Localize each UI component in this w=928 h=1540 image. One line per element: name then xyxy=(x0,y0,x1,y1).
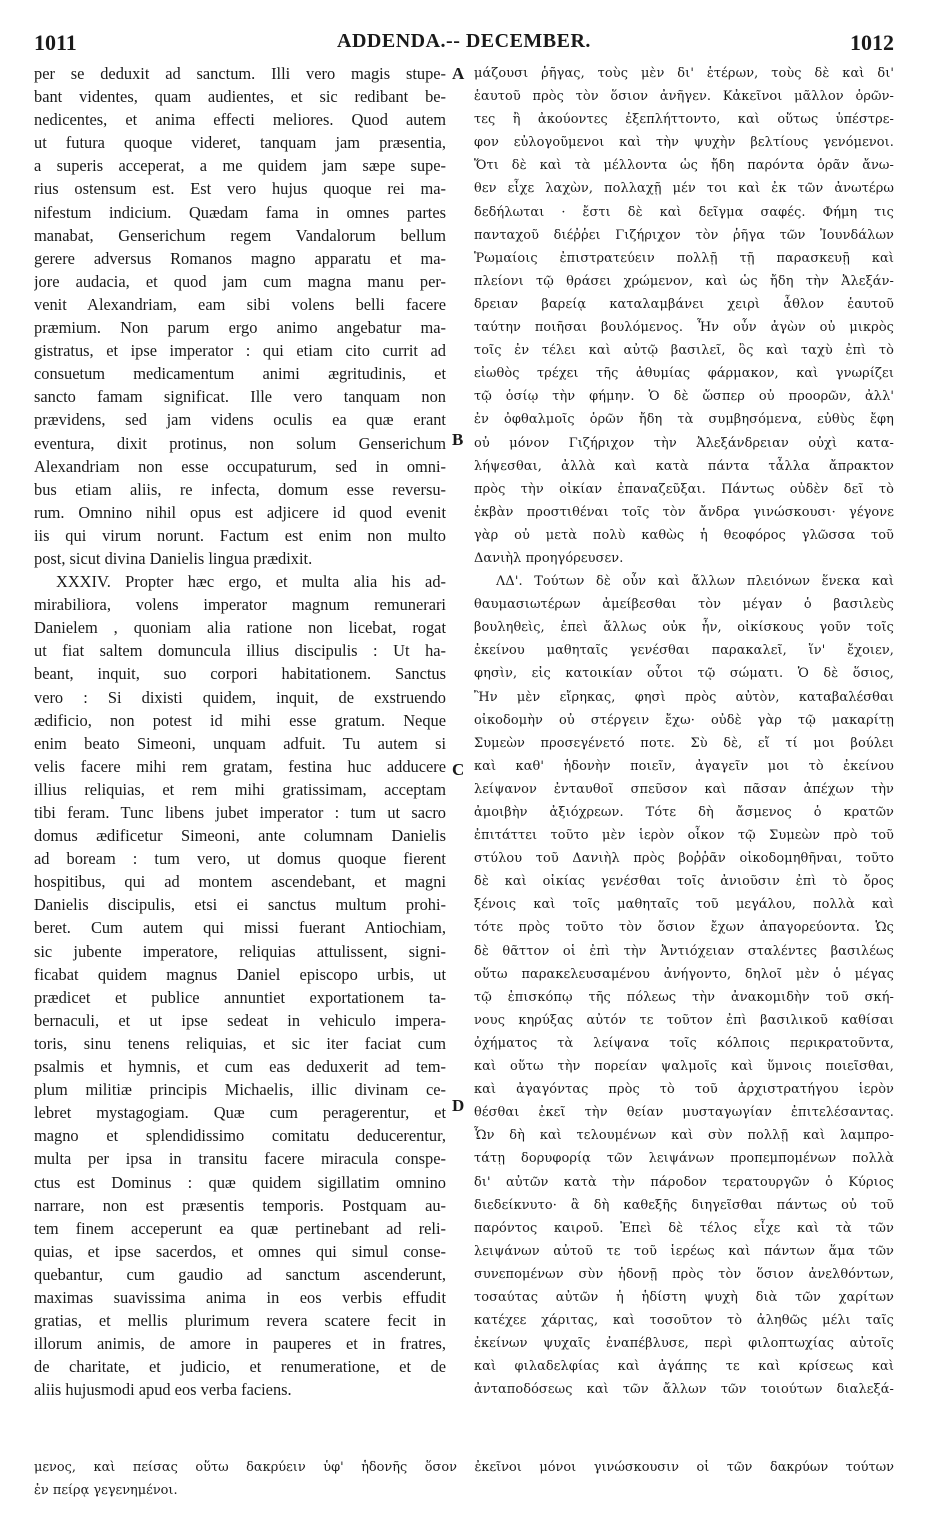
text-line: toris, sinu tenens reliquias, et sic iter faciat cum xyxy=(34,1033,446,1053)
text-line: γὰρ οὐ μετὰ πολὺ καθὼς ἡ θεοφόρος γλῶσσα τοῦ xyxy=(474,527,894,543)
greek-column xyxy=(474,62,894,1401)
text-line: narrare, non est præsentis temporis. Postquam au- xyxy=(34,1195,446,1215)
margin-marker-b: B xyxy=(452,430,464,449)
text-line: παρόντος καιροῦ. Ἐπεὶ δὲ τέλος εἶχε καὶ τὰ τῶν xyxy=(474,1220,894,1236)
text-line: plum militiæ principis Michaelis, illic divinam ce- xyxy=(34,1080,446,1100)
text-line: multa per ipsa in transitu facere miracula conspe- xyxy=(34,1149,446,1169)
text-line: velis facere mihi rem gratam, festina huc adducere xyxy=(34,756,446,776)
text-line: mirabiliora, volens imperator magnum remunerari xyxy=(34,595,446,615)
text-line: quias, et ipse sacerdos, et omnes qui simul conse- xyxy=(34,1241,446,1261)
text-line: καὶ καθ' ἡδονὴν ποιεῖν, ἀγαγεῖν μοι τὸ ἐκείνου xyxy=(474,758,894,774)
text-line: στύλου τοῦ Δανιὴλ πρὸς βοῤῥᾶν οἰκοδομηθῆναι, τοῦτο xyxy=(474,851,894,867)
text-line: Ἢν μὲν εἴρηκας, φησὶ πρὸς αὐτὸν, καταβαλέσθαι xyxy=(474,689,894,705)
text-line: νους κηρύξας αὐτόν τε τοῦτον ἐπὶ βασιλικοῦ καθίσαι xyxy=(474,1012,894,1028)
text-line: XXXIV. Propter hæc ergo, et multa alia his ad- xyxy=(56,572,446,592)
text-line: πανταχοῦ διέῤῥει Γιζήριχον τὸν ῥῆγα τῶν Ἰουνδάλων xyxy=(474,227,894,243)
text-line: πλείονι τῷ θράσει χρώμενον, καὶ ὡς ἤδη τὴν Ἀλεξάν- xyxy=(474,273,894,289)
text-line: sic jubente imperatore, reliquias attulissent, signi- xyxy=(34,941,446,961)
text-line: magno et splendidissimo comitatu deducerentur, xyxy=(34,1126,446,1146)
text-line: illius reliquias, et rem mihi gratissimam, acceptam xyxy=(34,779,446,799)
latin-column xyxy=(34,62,446,1401)
text-line: bus etiam aliis, re infecta, domum esse reversu- xyxy=(34,479,446,499)
text-line: τες ἢ ἀκούοντες ἐξεπλήττοντο, καὶ οὕτως ὑπέστρε- xyxy=(474,112,894,128)
text-line: post, sicut divina Danielis lingua prædixit. xyxy=(34,548,313,568)
text-line: λειψάνων αὐτοῦ τε τοῦ ἱερέως καὶ πάντων ἅμα τῶν xyxy=(474,1243,894,1259)
text-line: δὲ θᾶττον οἱ ἐπὶ τὴν Ἀντιόχειαν σταλέντες βασιλέως xyxy=(474,943,894,959)
text-line: consuetum medicamentum animi ægritudinis, et xyxy=(34,364,446,384)
text-line: beant, inquit, suo corpori habitationem. Sanctus xyxy=(34,664,446,684)
page-header xyxy=(34,30,894,60)
text-line: gratias, et mellis plurimum revera scatere fecit in xyxy=(34,1311,446,1331)
text-line: ΛΔ'. Τούτων δὲ οὖν καὶ ἄλλων πλειόνων ἕνεκα καὶ xyxy=(496,574,894,590)
text-line: beret. Cum autem qui missi fuerant Antiochiam, xyxy=(34,918,446,938)
text-line: τοῖς ἐν τέλει καὶ αὐτῷ βασιλεῖ, ὃς καὶ ταχὺ ἐπὶ τὸ xyxy=(474,343,894,359)
text-line: δὲ καὶ οἰκίας γενέσθαι τοῖς ἀνιοῦσιν ἐπὶ τὸ ὄρος xyxy=(474,874,894,890)
text-line: φον εὐλογοῦμενοι καὶ τὴν ψυχὴν βελτίους γενόμενοι. xyxy=(474,135,894,151)
text-line: καὶ φιλαδελφίας καὶ ἀγάπης τε καὶ κρίσεως καὶ xyxy=(474,1359,894,1375)
text-line: τῷ ὁσίῳ τὴν φήμην. Ὁ δὲ ὥσπερ οὐ προορῶν, ἀλλ' xyxy=(474,389,894,405)
page-number-right: 1012 xyxy=(850,30,894,55)
text-line: ut futura quoque videret, tanquam jam præsentia, xyxy=(34,133,446,153)
margin-marker-c: C xyxy=(452,760,465,779)
text-line: lebret mystagogiam. Quæ cum peragerentur, et xyxy=(34,1103,446,1123)
text-line: οὕτω παρακελευσαμένου ἀνήγοντο, δηλοῖ μὲν ὁ μέγας xyxy=(474,966,894,982)
text-line: gistratus, et ipse imperator : qui etiam cito currit ad xyxy=(34,341,446,361)
running-title: ADDENDA.-- DECEMBER. xyxy=(337,30,591,52)
text-line: Δανιὴλ προηγόρευσεν. xyxy=(474,550,624,566)
text-line: ἀμοιβὴν ἀξιόχρεων. Τότε δὴ ἄσμενος ὁ κρατῶν xyxy=(474,805,894,820)
text-line: τοσαύτας αὐτῶν ἡ ἡδίστη ψυχὴ διὰ τῶν χαρίτων xyxy=(474,1289,894,1305)
text-line: φησὶν, εἰς κατοικίαν οὗτοι τῷ σώματι. Ὁ δὲ ὅσιος, xyxy=(474,666,894,682)
text-line: διεδείκνυτο· ἃ δὴ καθεξῆς διηγεῖσθαι πάντως οὐ τοῦ xyxy=(474,1197,894,1213)
text-line: vero : Si dixisti quidem, inquit, de exstruendo xyxy=(34,687,446,707)
text-line: quebantur, cum gaudio ad sanctum ascenderunt, xyxy=(34,1264,446,1284)
text-line: ἐν πείρᾳ γεγενημένοι. xyxy=(34,1483,178,1499)
text-line: καὶ ἀγαγόντας πρὸς τὸ τοῦ ἀρχιστρατήγου ἱερὸν xyxy=(474,1082,894,1098)
text-line: ἐκείνων ψυχαῖς ἐναπέβλυσε, περὶ φιλοπτωχίας αὐτοῖς xyxy=(474,1336,894,1352)
text-line: λείψανον ἐνταυθοῖ σπεῦσον καὶ πᾶσαν ἀπέχων τὴν xyxy=(474,781,894,797)
text-line: venit Alexandriam, eam sibi volens belli facere xyxy=(34,294,446,314)
text-line: τάτῃ δορυφορίᾳ τῶν λειψάνων προπεμπομένων πολλὰ xyxy=(474,1151,894,1167)
text-line: psalmis et hymnis, et cum eas deduxerit ad tem- xyxy=(34,1057,446,1077)
text-line: εἰωθὸς τρέχει τῆς ἀθυμίας φάρμακον, καὶ γνωρίζει xyxy=(474,366,894,382)
text-line: βουληθεὶς, ἐπεὶ ἄλλως οὐκ ἦν, οἰκίσκους γοῦν τοῖς xyxy=(474,620,894,636)
text-line: sancto famam significat. Ille vero tanquam non xyxy=(34,387,446,407)
text-line: ἑαυτοῦ πρὸς τὸν ὅσιον ἀνῆγεν. Κἀκεῖνοι μᾶλλον ὁρῶν- xyxy=(474,89,894,105)
text-line: a superis acceperat, a me quidem jam sæpe supe- xyxy=(34,156,446,176)
text-line: illorum animis, de amore in pauperes et in fratres, xyxy=(34,1334,446,1354)
text-line: ὀχήματος τὰ λείψανα τοῖς κόλποις περικρατοῦντα, xyxy=(474,1035,894,1051)
text-line: θέσθαι ἐκεῖ τὴν θείαν μυσταγωγίαν ἐπιτελέσαντας. xyxy=(474,1105,894,1121)
text-line: Danielis discipulis, etsi ei sanctus multum prohi- xyxy=(34,895,446,915)
text-line: ἐπιτάττει τοῦτο μὲν ἱερὸν οἶκον τῷ Συμεὼν πρὸ τοῦ xyxy=(474,828,894,844)
text-line: τότε πρὸς τοῦτο τὸν ὅσιον ἔχων ἀπαγορεύοντα. Ὡς xyxy=(474,920,894,936)
text-line: καὶ οὕτω τὴν πορείαν ψαλμοῖς καὶ ὕμνοις ποιεῖσθαι, xyxy=(474,1059,894,1075)
text-line: Ῥωμαίοις ἐπιστρατεύειν πολλῇ τῇ παρασκευῇ καὶ xyxy=(474,250,894,266)
text-line: ἐν ὀφθαλμοῖς ὁρῶν ἤδη τὰ συμβησόμενα, εὐθὺς ἔφη xyxy=(474,412,894,428)
text-line: per se deduxit ad sanctum. Illi vero magis stupe- xyxy=(34,64,446,83)
text-line: ταύτην ποιῆσαι βουλόμενος. Ἦν οὖν ἀγὼν οὐ μικρὸς xyxy=(474,320,894,336)
margin-marker-a: A xyxy=(452,64,465,83)
text-line: Ὅτι δὲ καὶ τὰ μέλλοντα ὡς ἤδη παρόντα ὁρᾶν ἄνω- xyxy=(474,158,894,174)
text-line: πρὸς τὴν οἰκίαν ἐπαναζεῦξαι. Πάντως οὐδὲν δεῖ τὸ xyxy=(474,481,894,497)
text-line: tem finem acceperunt ea quæ pertinebant ad reli- xyxy=(34,1218,446,1238)
text-line: bant videntes, quam audientes, et sic redibant be- xyxy=(34,87,446,107)
text-line: θαυμασιωτέρων ἀμείβεσθαι τὸν μέγαν ὁ βασιλεὺς xyxy=(474,597,894,613)
text-line: Danielem , quoniam alia ratione non licebat, rogat xyxy=(34,618,446,638)
text-line: θεν εἶχε λαχὼν, πολλαχῇ μέν τοι καὶ ἐκ τῶν ἀνωτέρω xyxy=(474,181,894,197)
text-line: Συμεὼν προσεγένετό ποτε. Σὺ δὲ, εἴ τί μοι βούλει xyxy=(474,735,894,751)
text-line: δεδήλωται · ἔστι δὲ καὶ δεῖγμα σαφές. Φήμη τις xyxy=(474,204,894,220)
text-line: ἀνταποδόσεως καὶ τῶν ἄλλων τῶν τοιούτων διαλεξά- xyxy=(474,1382,894,1398)
text-line: prævidens, sed jam videns oculis ea quæ erant xyxy=(34,410,446,430)
text-line: præmium. Non parum ergo animo angebatur ma- xyxy=(34,318,446,338)
text-line: domus ædificetur Simeoni, ante columnam Danielis xyxy=(34,826,446,846)
text-line: μενος, καὶ πείσας οὕτω δακρύειν ὑφ' ἡδονῆς ὅσον ἐκεῖνοι μόνοι γινώσκουσιν οἱ τῶν δακρύων τούτων xyxy=(34,1460,894,1475)
text-line: δι' αὐτῶν κατὰ τὴν πάροδον τερατουργῶν ὁ Κύριος xyxy=(474,1174,894,1190)
text-line: ficabat quidem magnus Daniel episcopo urbis, ut xyxy=(34,964,446,984)
text-line: bernaculi, et ut ipse sedeat in vehiculo impera- xyxy=(34,1010,446,1030)
text-line: de charitate, et judicio, et renumeratione, et de xyxy=(34,1357,446,1377)
text-line: tibi feram. Tunc libens jubet imperator : tum ut sacro xyxy=(34,803,446,822)
text-line: ædificio, non potest id mihi esse gratum. Neque xyxy=(34,710,446,730)
text-line: ctus est Dominus : quæ quidem sigillatim omnino xyxy=(34,1172,446,1192)
margin-marker-d: D xyxy=(452,1096,465,1115)
text-line: λήψεσθαι, ἀλλὰ καὶ κατὰ πάντα τἆλλα ἄπρακτον xyxy=(474,458,894,474)
text-line: ἐκείνου μαθηταῖς γενέσθαι παρακαλεῖ, ἵν' ἔχοιεν, xyxy=(474,643,894,659)
text-line: hospitibus, qui ad montem ascendebant, et magni xyxy=(34,872,446,892)
text-line: μάζουσι ῥῆγας, τοὺς μὲν δι' ἑτέρων, τοὺς δὲ καὶ δι' xyxy=(474,66,894,81)
text-line: κατέχεε χάριτας, καὶ τοσοῦτον τὸ ἀληθῶς μέλι ταῖς xyxy=(474,1313,894,1329)
full-width-continuation xyxy=(34,1456,894,1502)
text-line: Alexandriam non esse occupaturum, sed in omni- xyxy=(34,456,446,476)
text-line: συνεπομένων σὺν ἡδονῇ πρὸς τὸν ὅσιον ἀνελθόντων, xyxy=(474,1266,894,1282)
text-line: manabat, Genserichum regem Vandalorum bellum xyxy=(34,225,446,245)
text-line: Ὧν δὴ καὶ τελουμένων καὶ σὺν πολλῇ καὶ λαμπρο- xyxy=(474,1128,894,1144)
text-line: jore audacia, et quod jam cum magna manu per- xyxy=(34,271,446,291)
text-line: οἰκοδομὴν οὐ στέργειν ἔχω· οὐδὲ γὰρ τῷ μακαρίτῃ xyxy=(474,712,894,728)
text-line: gerere adversus Romanos magno apparatu et ma- xyxy=(34,248,446,268)
text-line: maximas suavissima anima in eos verbis effudit xyxy=(34,1287,446,1307)
text-line: rius ostensum est. Est vero hujus quoque rei ma- xyxy=(34,179,446,199)
text-line: ut fiat saltem domuncula illius discipulis : Ut ha- xyxy=(34,641,446,661)
text-line: ad boream : tum vero, ut domus quoque fierent xyxy=(34,849,446,869)
text-line: τῷ ἐπισκόπῳ τῆς πόλεως τὴν ἀνακομιδὴν τοῦ σκή- xyxy=(474,989,894,1005)
text-line: eventura, dixit protinus, non solum Genserichum xyxy=(34,433,446,453)
text-line: prædicet et publice annuntiet exportationem ta- xyxy=(34,987,446,1007)
text-line: rum. Omnino nihil opus est adjicere id quod evenit xyxy=(34,502,446,522)
text-line: aliis hujusmodi apud eos verba faciens. xyxy=(34,1380,292,1400)
text-line: ἐκβὰν προστιθέναι τοῖς τὸν ἄνδρα γινώσκουσι· γέγονε xyxy=(474,504,894,520)
text-line: enim beato Simeoni, unquam adfuit. Tu autem si xyxy=(34,733,446,753)
text-line: nedicentes, et anima effecti meliores. Quod autem xyxy=(34,110,446,130)
text-line: iis qui virum norunt. Factum est enim non multo xyxy=(34,525,446,545)
text-line: nifestum indicium. Quædam fama in omnes partes xyxy=(34,202,446,222)
text-line: οὐ μόνον Γιζήριχον τὴν Ἀλεξάνδρειαν οὐχὶ κατα- xyxy=(474,435,894,451)
text-line: ξένοις καὶ τοῖς μαθηταῖς τοῦ μεγάλου, πολλὰ καὶ xyxy=(474,897,894,913)
page-number-left: 1011 xyxy=(34,30,77,55)
text-line: δρειαν βαρείᾳ καταλαμβάνει χειρὶ ἆθλον ἑαυτοῦ xyxy=(474,296,894,312)
